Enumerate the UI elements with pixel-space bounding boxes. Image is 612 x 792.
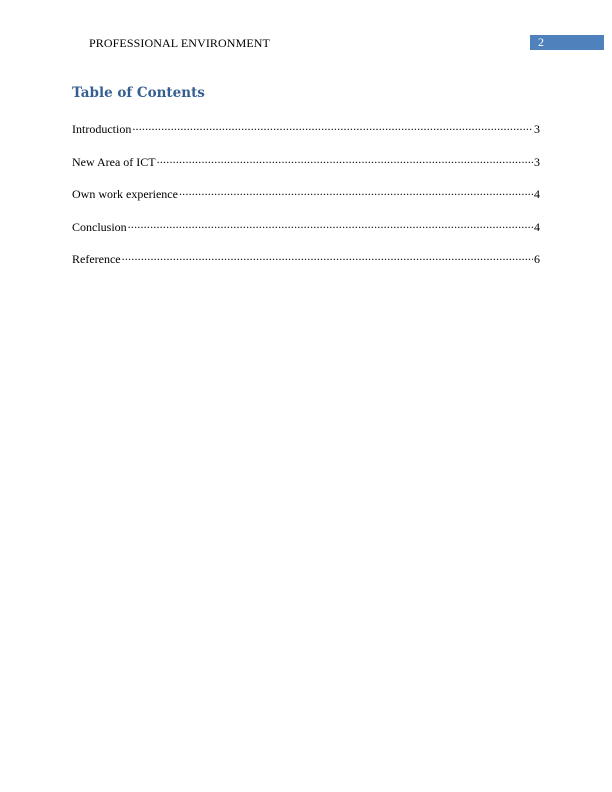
toc-entry-label: New Area of ICT	[72, 154, 156, 169]
toc-dot-leader	[128, 217, 533, 231]
toc-dot-leader	[157, 152, 533, 166]
running-header: PROFESSIONAL ENVIRONMENT	[89, 36, 270, 50]
toc-dot-leader	[132, 119, 533, 133]
toc-entry-page: 6	[534, 252, 540, 266]
toc-dot-leader	[179, 184, 533, 198]
toc-entry-conclusion[interactable]	[72, 217, 540, 250]
page-number-badge	[530, 35, 604, 50]
toc-entry-new-area-of-ict[interactable]	[72, 152, 540, 185]
toc-entry-page: 4	[534, 187, 540, 201]
toc-entry-label: Conclusion	[72, 219, 127, 234]
toc-entry-label: Reference	[72, 252, 121, 266]
toc-entry-own-work-experience[interactable]	[72, 184, 540, 217]
toc-entry-introduction[interactable]	[72, 119, 540, 152]
toc-heading: Table of Contents	[72, 85, 205, 101]
toc-entry-page: 3	[534, 154, 540, 169]
toc-list	[72, 119, 540, 282]
toc-entry-reference[interactable]	[72, 249, 540, 282]
toc-dot-leader	[122, 249, 533, 263]
toc-entry-label: Introduction	[72, 122, 132, 136]
toc-entry-page: 4	[534, 219, 540, 234]
toc-entry-page: 3	[534, 122, 540, 136]
page-number: 2	[538, 35, 544, 49]
toc-entry-label: Own work experience	[72, 187, 178, 201]
